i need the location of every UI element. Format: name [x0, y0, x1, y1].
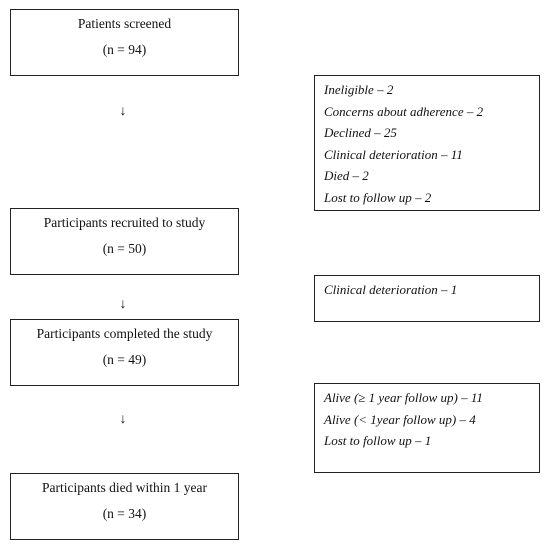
- step-title: Patients screened: [77, 16, 172, 31]
- exclusion-item: Clinical deterioration – 11: [324, 146, 463, 162]
- exclusion-item: Concerns about adherence – 2: [324, 103, 484, 119]
- step-box-completed: [10, 319, 239, 386]
- exclusion-item: Clinical deterioration – 1: [324, 282, 458, 297]
- exclusion-item: Ineligible – 2: [324, 82, 394, 97]
- exclusion-item: Lost to follow up – 1: [324, 433, 432, 448]
- step-count: (n = 50): [102, 240, 147, 256]
- exclusion-item: Alive (< 1year follow up) – 4: [324, 411, 476, 427]
- exclusion-item: Alive (≥ 1 year follow up) – 11: [324, 390, 483, 405]
- step-box-died: [10, 473, 239, 540]
- step-title: Participants died within 1 year: [42, 480, 207, 495]
- down-arrow-icon: ↓: [119, 297, 127, 312]
- down-arrow-icon: ↓: [119, 104, 127, 119]
- exclusion-box-followup: [314, 383, 540, 473]
- down-arrow-icon: ↓: [119, 412, 127, 427]
- exclusion-box-screening: [314, 75, 540, 211]
- step-count: (n = 49): [102, 351, 147, 367]
- exclusion-box-study: [314, 275, 540, 322]
- step-box-screened: [10, 9, 239, 76]
- step-title: Participants recruited to study: [43, 215, 206, 230]
- exclusion-item: Lost to follow up – 2: [324, 189, 432, 205]
- step-count: (n = 34): [102, 505, 147, 521]
- step-count: (n = 94): [102, 41, 147, 57]
- exclusion-item: Declined – 25: [324, 125, 397, 140]
- step-box-recruited: [10, 208, 239, 275]
- step-title: Participants completed the study: [36, 326, 213, 341]
- exclusion-item: Died – 2: [324, 168, 369, 183]
